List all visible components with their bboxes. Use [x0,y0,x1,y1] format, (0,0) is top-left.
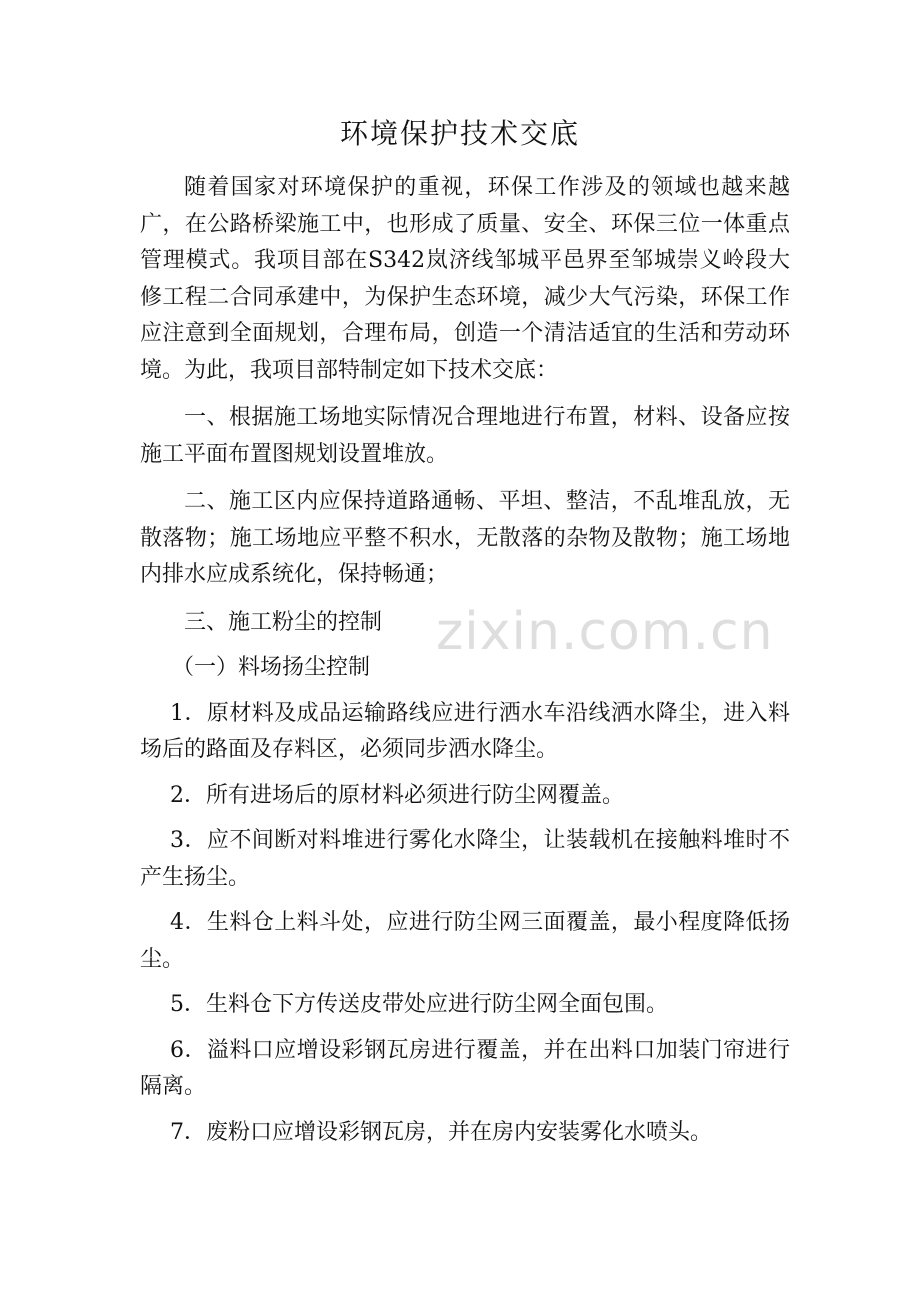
section-two-paragraph: 二、施工区内应保持道路通畅、平坦、整洁，不乱堆乱放，无散落物；施工场地应平整不积水，无散落的杂物及散物；施工场地内排水应成系统化，保持畅通； [140,489,790,587]
document-title: 环境保护技术交底 [339,117,580,150]
watermark-text: zixin.com.cn [436,602,774,662]
list-item: 7．废粉口应增设彩钢瓦房，并在房内安装雾化水喷头。 [170,1119,712,1145]
section-one-paragraph: 一、根据施工场地实际情况合理地进行布置，材料、设备应按施工平面布置图规划设置堆放。 [140,405,790,467]
list-item: 1．原材料及成品运输路线应进行洒水车沿线洒水降尘，进入料场后的路面及存料区，必须同步洒水降尘。 [140,700,790,762]
section-three-heading: 三、施工粉尘的控制 [184,609,383,635]
list-item: 5．生料仓下方传送皮带处应进行防尘网全面包围。 [170,992,668,1017]
intro-paragraph: 随着国家对环境保护的重视，环保工作涉及的领域也越来越广，在公路桥梁施工中，也形成了质量、安全、环保三位一体重点管理模式。我项目部在S342岚济线邹城平邑界至邹城崇义岭段大修工程二合同承建中，为保护生态环境，减少大气污染，环保工作应注意到全面规划，合理布局，创造一个清洁适宜的生活和劳动环境。为此，我项目部特制定如下技术交底： [140,175,790,383]
subsection-heading: （一）料场扬尘控制 [172,655,371,680]
list-item: 6．溢料口应增设彩钢瓦房进行覆盖，并在出料口加装门帘进行隔离。 [140,1037,790,1099]
list-item: 4．生料仓上料斗处，应进行防尘网三面覆盖，最小程度降低扬尘。 [140,910,790,972]
list-item: 3．应不间断对料堆进行雾化水降尘，让装载机在接触料堆时不产生扬尘。 [140,828,790,890]
list-item: 2．所有进场后的原材料必须进行防尘网覆盖。 [170,782,624,808]
